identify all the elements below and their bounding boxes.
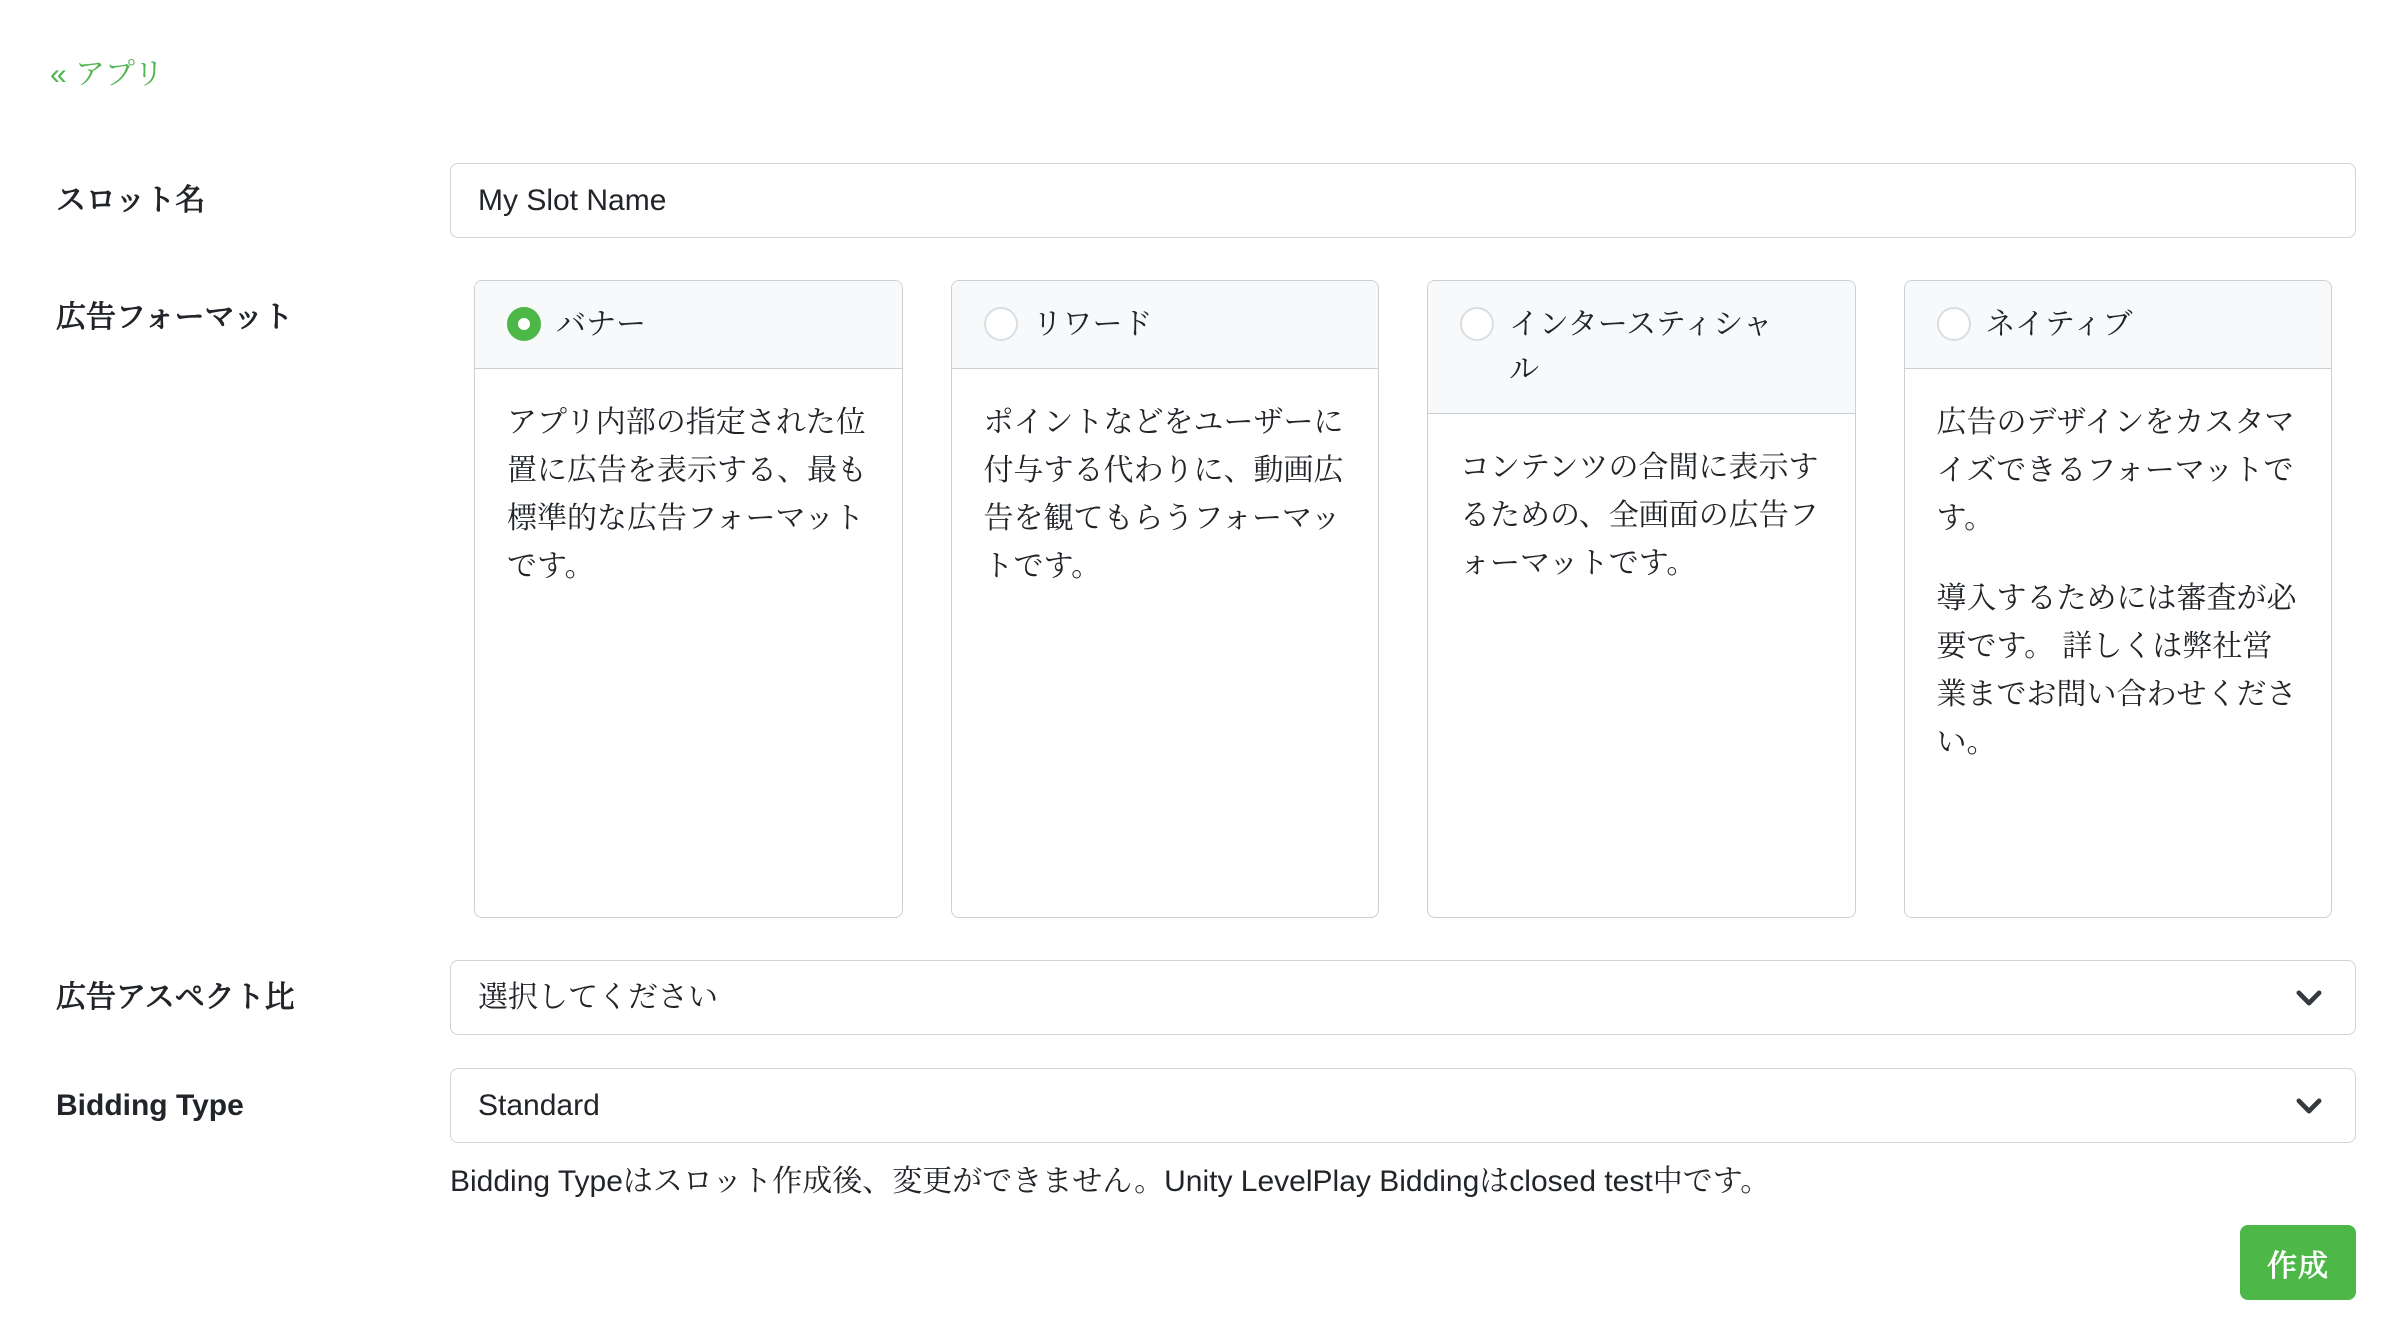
- chevron-down-icon: [2287, 1084, 2331, 1128]
- slot-name-input[interactable]: [450, 163, 2356, 238]
- aspect-ratio-selected-value: 選択してください: [478, 981, 718, 1014]
- aspect-ratio-select[interactable]: [450, 960, 2356, 1035]
- format-card-banner-label: バナー: [556, 308, 646, 341]
- format-card-native[interactable]: [1904, 280, 2333, 918]
- radio-unselected-icon[interactable]: [984, 307, 1018, 341]
- format-card-reward-header[interactable]: [952, 281, 1379, 369]
- slot-name-label: スロット名: [56, 184, 206, 217]
- format-card-native-description: 広告のデザインをカスタマイズできるフォーマットです。 導入するためには審査が必要です。 詳しくは弊社営業までお問い合わせください。: [1936, 406, 2297, 759]
- bidding-type-select[interactable]: [450, 1068, 2356, 1143]
- radio-unselected-icon[interactable]: [1460, 307, 1494, 341]
- format-card-banner-description: アプリ内部の指定された位置に広告を表示する、最も標準的な広告フォーマットです。: [507, 406, 867, 583]
- bidding-type-selected-value: Standard: [478, 1089, 600, 1122]
- bidding-type-label: Bidding Type: [56, 1089, 244, 1122]
- format-card-banner[interactable]: [474, 280, 903, 918]
- format-card-banner-header[interactable]: [475, 281, 902, 369]
- format-card-interstitial-header[interactable]: [1428, 281, 1855, 414]
- format-card-native-label: ネイティブ: [1985, 308, 2133, 341]
- slot-name-row: [50, 163, 2356, 238]
- format-card-reward[interactable]: [951, 280, 1380, 918]
- radio-unselected-icon[interactable]: [1937, 307, 1971, 341]
- format-card-interstitial-label: インタースティシャル: [1509, 308, 1773, 386]
- aspect-ratio-label: 広告アスペクト比: [56, 981, 295, 1014]
- radio-selected-icon[interactable]: [507, 307, 541, 341]
- format-card-interstitial-description: コンテンツの合間に表示するための、全画面の広告フォーマットです。: [1460, 451, 1819, 580]
- bidding-type-note: Bidding Typeはスロット作成後、変更ができません。Unity LevelPlay Biddingはclosed test中です。: [450, 1165, 1771, 1198]
- format-card-reward-description: ポイントなどをユーザーに付与する代わりに、動画広告を観てもらうフォーマットです。: [983, 406, 1344, 583]
- bidding-type-row: [50, 1068, 2356, 1204]
- aspect-ratio-row: [50, 960, 2356, 1035]
- ad-format-label: 広告フォーマット: [56, 301, 294, 334]
- ad-format-row: [50, 280, 2356, 918]
- format-card-native-header[interactable]: [1905, 281, 2332, 369]
- ad-format-options: [450, 280, 2356, 918]
- format-card-interstitial[interactable]: [1427, 280, 1856, 918]
- create-button[interactable]: 作成: [2240, 1225, 2356, 1300]
- chevron-down-icon: [2287, 976, 2331, 1020]
- back-to-apps-link[interactable]: « アプリ: [50, 58, 164, 91]
- form-actions: [50, 1225, 2356, 1300]
- format-card-reward-label: リワード: [1032, 308, 1153, 341]
